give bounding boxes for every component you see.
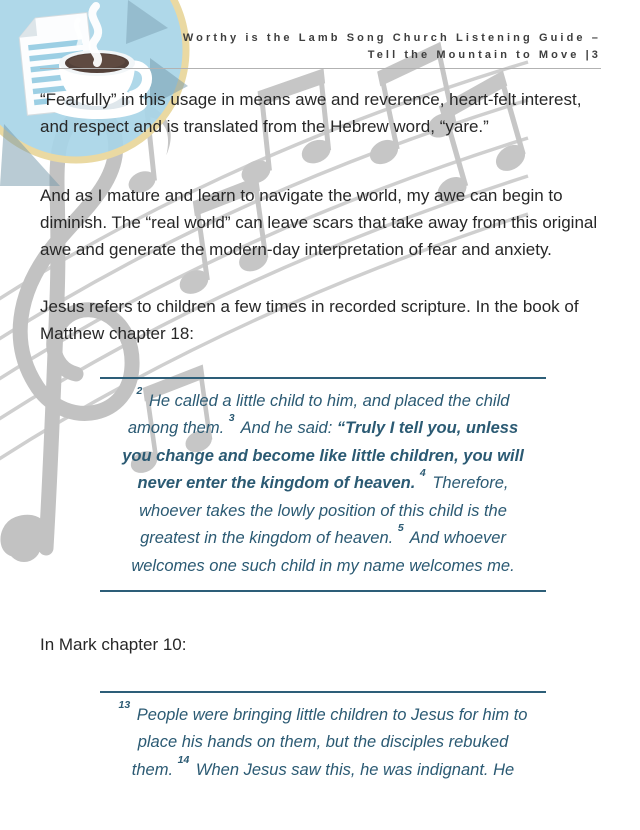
header-divider <box>40 68 601 69</box>
header-title-line2: Tell the Mountain to Move |3 <box>367 49 601 61</box>
paragraph-fearfully: “Fearfully” in this usage in means awe and reverence, heart-felt interest, and respect and is translated from the Hebrew word, “yare.” <box>40 90 582 136</box>
paragraph-mark-intro: In Mark chapter 10: <box>40 635 187 654</box>
page-number: 3 <box>591 49 601 61</box>
quote-bottom-rule <box>100 590 546 592</box>
quote-text: $^2$ He called a little child to him, and placed the child among them. $^3$ And he said: “Truly I tell you, unless you change and become like little children, you will never enter the kingdom of heaven. $^4$ Therefore, whoever takes the lowly position of this child is the greatest in the kingdom of heaven. $^5$ And whoever welcomes one such child in my name welcomes me. <box>122 384 524 575</box>
paragraph-jesus-children: Jesus refers to children a few times in recorded scripture. In the book of Matthew chapter 18: <box>40 297 579 343</box>
paragraph-mature: And as I mature and learn to navigate the world, my awe can begin to diminish. The “real world” can leave scars that take away from this original awe and generate the modern-day interpretation of fear and anxiety. <box>40 186 598 259</box>
page-header <box>183 30 601 64</box>
scripture-quote-matthew-18 <box>100 377 546 592</box>
scripture-quote-mark-10 <box>100 691 546 794</box>
quote-text: $^{13}$ People were bringing little children to Jesus for him to place his hands on them, but the disciples rebuked them. $^{14}$ When Jesus saw this, he was indignant. He <box>118 698 528 779</box>
header-title-line1: Worthy is the Lamb Song Church Listening Guide – <box>182 32 601 44</box>
